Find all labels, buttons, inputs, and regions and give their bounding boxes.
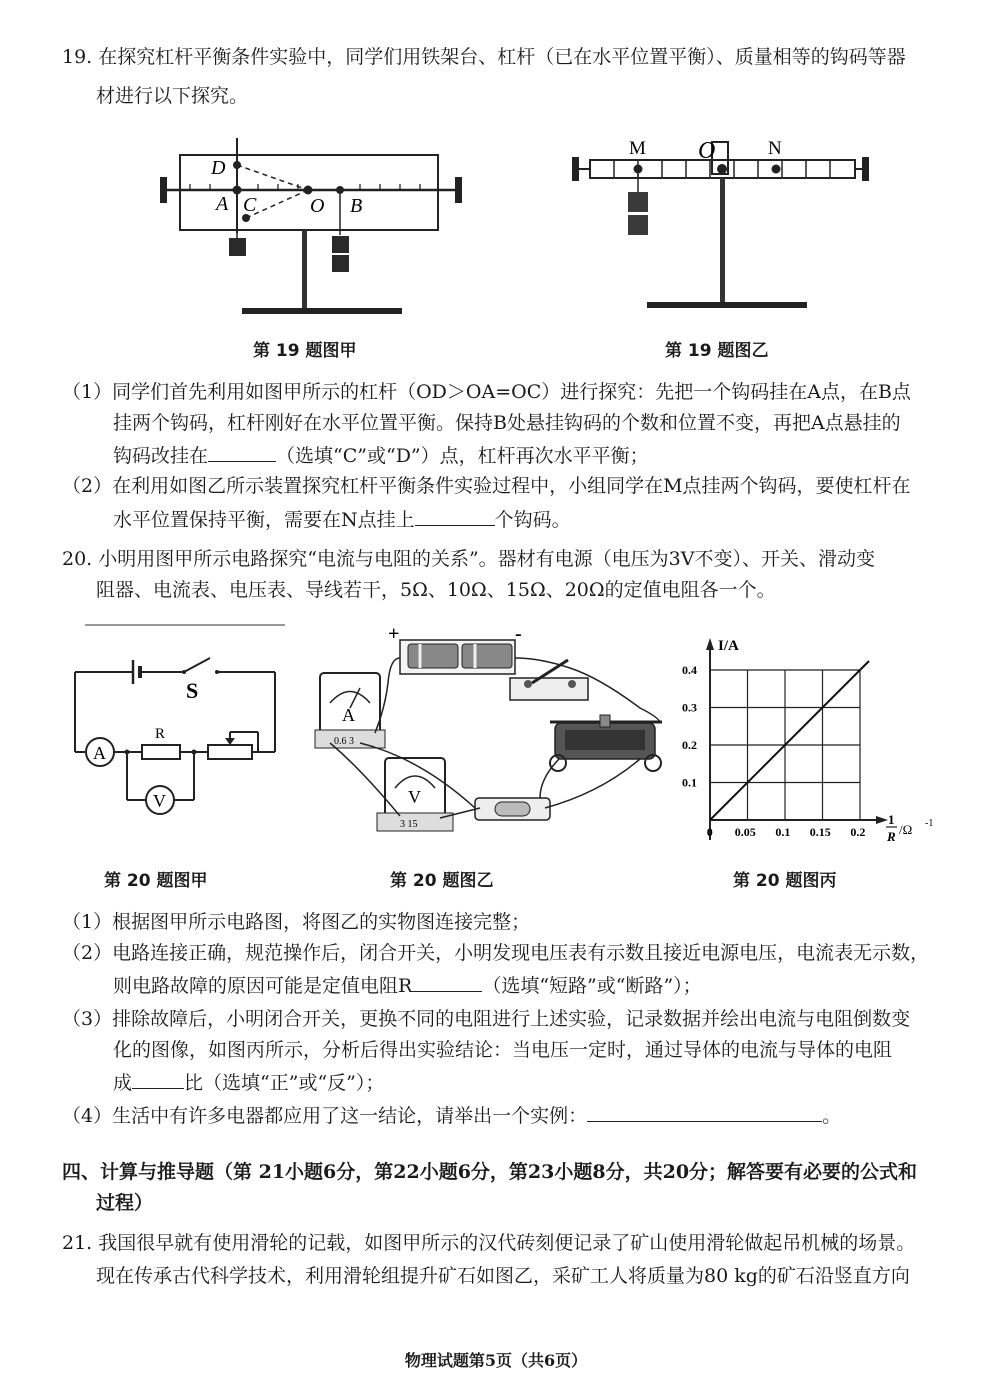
x-axis-arrow bbox=[876, 816, 888, 824]
q20-fig-c-caption: 第 20 题图丙 bbox=[733, 871, 837, 891]
q19-part1-line2: 挂两个钩码，杠杆刚好在水平位置平衡。保持B处悬挂钩码的个数和位置不变，再把A点悬挂的 bbox=[113, 412, 901, 434]
q20-part4: （4）生活中有许多电器都应用了这一结论，请举出一个实例： 。 bbox=[62, 1105, 842, 1127]
q20-part2-line1: （2）电路连接正确，规范操作后，闭合开关，小明发现电压表有示数且接近电源电压，电流表无示数， bbox=[62, 942, 930, 964]
q19-figure-b bbox=[562, 130, 892, 320]
chart-xlabel-unit: /Ω bbox=[899, 822, 913, 837]
label-A: A bbox=[216, 193, 229, 215]
q20-part2-line2: 则电路故障的原因可能是定值电阻R （选填“短路”或“断路”）； bbox=[113, 975, 702, 997]
q19-part1-line3: 钩码改挂在 （选填“C”或“D”）点，杠杆再次水平平衡； bbox=[113, 445, 649, 467]
weight-a bbox=[229, 238, 246, 256]
x-tick-label: 0 bbox=[706, 825, 713, 839]
q21-line2: 现在传承古代科学技术，利用滑轮组提升矿石如图乙，采矿工人将质量为80 kg的矿石沿竖直方向 bbox=[96, 1265, 910, 1287]
label-B: B bbox=[350, 195, 363, 217]
chart-xlabel-den: R bbox=[887, 829, 896, 844]
q20-part1: （1）根据图甲所示电路图，将图乙的实物图连接完整； bbox=[62, 911, 531, 933]
q19-part2-line1: （2）在利用如图乙所示装置探究杠杆平衡条件实验过程中，小组同学在M点挂两个钩码，要使杠杆在 bbox=[62, 475, 911, 497]
y-tick-label: 0.1 bbox=[682, 775, 697, 790]
x-tick-label: 0.1 bbox=[775, 825, 791, 839]
q19-stem-line1: 19. 在探究杠杆平衡条件实验中，同学们用铁架台、杠杆（已在水平位置平衡）、质量相等的钩码等器 bbox=[62, 46, 906, 68]
series-line-I bbox=[710, 661, 869, 820]
label-C: C bbox=[243, 194, 257, 216]
q19-stem-line2: 材进行以下探究。 bbox=[96, 85, 249, 107]
y-tick-label: 0.4 bbox=[682, 663, 697, 677]
answer-blank-19-2[interactable] bbox=[415, 507, 495, 526]
q21-line1: 21. 我国很早就有使用滑轮的记载，如图甲所示的汉代砖刻便记录了矿山使用滑轮做起吊机械的场景。 bbox=[62, 1232, 916, 1254]
q19-figure-a bbox=[150, 130, 480, 330]
y-tick-label: 0.3 bbox=[682, 700, 697, 715]
label-D: D bbox=[211, 157, 226, 179]
q20-device-photo bbox=[300, 618, 695, 858]
q20-part3-line2: 化的图像，如图丙所示，分析后得出实验结论：当电压一定时，通过导体的电流与导体的电阻 bbox=[113, 1039, 893, 1061]
q20-stem-line2: 阻器、电流表、电压表、导线若干，5Ω、10Ω、15Ω、20Ω的定值电阻各一个。 bbox=[96, 579, 776, 601]
q19-fig-a-caption: 第 19 题图甲 bbox=[253, 341, 357, 361]
q19-part1-line1: （1）同学们首先利用如图甲所示的杠杆（OD＞OA=OC）进行探究：先把一个钩码挂在A点，在B点 bbox=[62, 381, 911, 403]
chart-ylabel: I/A bbox=[718, 638, 739, 654]
battery-plus: + bbox=[388, 623, 400, 645]
section4-heading-line2: 过程） bbox=[96, 1192, 154, 1214]
x-tick-label: 0.05 bbox=[734, 825, 756, 839]
q20-circuit-diagram bbox=[60, 620, 295, 835]
chart-xlabel-exp: -1 bbox=[925, 818, 934, 829]
label-R: R bbox=[155, 726, 166, 742]
voltmeter-terminals: 3 15 bbox=[400, 819, 418, 830]
ammeter-terminals: 0.6 3 bbox=[334, 736, 354, 747]
label-S: S bbox=[186, 678, 199, 703]
q20-fig-a-caption: 第 20 题图甲 bbox=[104, 871, 208, 891]
q20-part3-line3: 成 比（选填“正”或“反”）； bbox=[113, 1072, 385, 1094]
q20-fig-b-caption: 第 20 题图乙 bbox=[390, 871, 494, 891]
y-axis-arrow bbox=[706, 638, 714, 650]
chart-xlabel-num: 1 bbox=[888, 812, 895, 827]
q19-part2-line2: 水平位置保持平衡，需要在N点挂上 个钩码。 bbox=[113, 509, 571, 531]
q20-chart bbox=[680, 630, 950, 860]
label-voltmeter: V bbox=[153, 791, 166, 811]
q20-part3-line1: （3）排除故障后，小明闭合开关，更换不同的电阻进行上述实验，记录数据并绘出电流与电阻倒数变 bbox=[62, 1008, 911, 1030]
q19-fig-b-caption: 第 19 题图乙 bbox=[665, 341, 769, 361]
label-M: M bbox=[629, 138, 646, 159]
label-O2: O bbox=[698, 138, 716, 164]
answer-blank-20-2[interactable] bbox=[412, 973, 482, 992]
device-voltmeter-label: V bbox=[408, 787, 421, 807]
answer-blank-20-3[interactable] bbox=[132, 1070, 184, 1089]
label-N: N bbox=[768, 138, 782, 159]
label-O: O bbox=[310, 195, 325, 217]
page-footer: 物理试题第5页（共6页） bbox=[404, 1351, 588, 1370]
answer-blank-19-1[interactable] bbox=[208, 443, 276, 462]
battery-minus: - bbox=[515, 623, 522, 645]
x-tick-label: 0.15 bbox=[809, 825, 831, 839]
x-tick-label: 0.2 bbox=[850, 825, 866, 839]
device-ammeter-label: A bbox=[342, 705, 355, 725]
q20-stem-line1: 20. 小明用图甲所示电路探究“电流与电阻的关系”。器材有电源（电压为3V不变）、开关、滑动变 bbox=[62, 548, 875, 570]
y-tick-label: 0.2 bbox=[682, 738, 697, 752]
answer-blank-20-4[interactable] bbox=[587, 1103, 822, 1122]
section4-heading-line1: 四、计算与推导题（第 21小题6分，第22小题6分，第23小题8分，共20分；解答要有必要的公式和 bbox=[62, 1161, 918, 1183]
label-ammeter: A bbox=[93, 743, 106, 763]
